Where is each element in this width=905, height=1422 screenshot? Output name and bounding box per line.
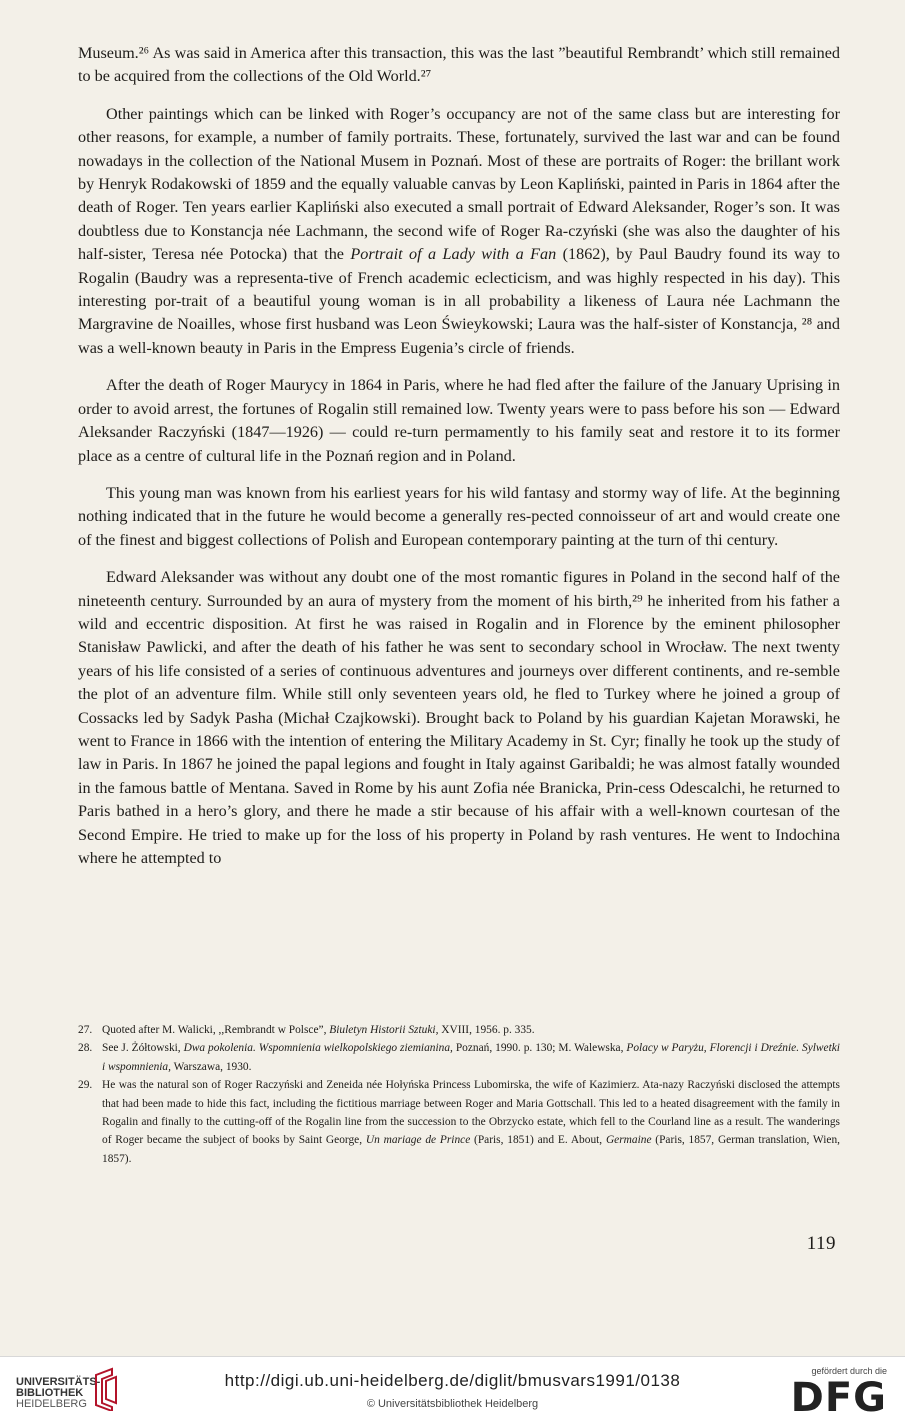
library-name-line-3: HEIDELBERG	[16, 1398, 87, 1410]
footnote-27-a: Quoted after M. Walicki, ,,Rembrandt w Polsce”,	[102, 1024, 330, 1036]
library-name-line-2: BIBLIOTHEK	[16, 1387, 84, 1399]
footnote-28-title-1: Dwa pokolenia. Wspomnienia wielkopolskiego ziemianina,	[183, 1042, 453, 1055]
footnote-29-title-2: Germaine	[605, 1134, 652, 1147]
footnote-29	[78, 1076, 840, 1168]
library-name-line-1: UNIVERSITÄTS-	[16, 1376, 101, 1388]
permalink-url[interactable]: http://digi.ub.uni-heidelberg.de/diglit/bmusvars1991/0138	[224, 1371, 681, 1390]
body-text	[78, 42, 840, 870]
footnote-29-a: He was the natural son of Roger Raczyński and Zeneida née Hołyńska Princess Lubomirska, the wife of Kazimierz. Ata-nazy Raczyński disclosed the attempts that had been made to hide this fact, including the fictitious marriage between Roger and Maria Gottschall. This led to a heated disagreement with the family in Rogalin and finally to the cutting-off of the Rogalin line from the succession to the Obrzycko estate, which fell to the Courland line as a result. The wanderings of Roger became the subject of books by Saint George,	[102, 1079, 840, 1147]
page-number: 119	[806, 1233, 836, 1254]
funding-note: gefördert durch die	[811, 1366, 887, 1376]
footnote-27	[78, 1021, 840, 1039]
footnote-28-a: See J. Żółtowski,	[102, 1042, 184, 1055]
dfg-logo[interactable]: DFG	[790, 1375, 887, 1421]
footnote-text	[102, 1076, 840, 1168]
footnote-29-c: (Paris, 1857, German translation, Wien, 1857).	[102, 1134, 840, 1165]
footnote-28-b: Poznań, 1990. p. 130; M. Walewska,	[452, 1042, 627, 1055]
footnote-text	[102, 1021, 840, 1039]
paragraph-2-end: (1862), by Paul Baudry found its way to Rogalin (Baudry was a representa-tive of French academic eclecticism, and was highly respected in his day). This interesting por-trait of a beautiful young woman is in all probability a likeness of Laura née Lachmann the Margravine de Noailles, whose first husband was Leon Świeykowski; Laura was the half-sister of Konstancja, ²⁸ and was a well-known beauty in Paris in the Empress Eugenia’s circle of friends.	[78, 245, 840, 357]
footnote-28-c: Warszawa, 1930.	[170, 1060, 252, 1073]
footnote-number: 27.	[78, 1024, 93, 1036]
viewer-footer	[0, 1356, 905, 1422]
footnote-text	[102, 1039, 840, 1076]
copyright-notice: © Universitätsbibliothek Heidelberg	[366, 1398, 539, 1410]
footnote-number: 29.	[78, 1079, 93, 1092]
paragraph-4: This young man was known from his earliest years for his wild fantasy and stormy way of life. At the beginning nothing indicated that in the future he would become a generally res-pected connoisseur of art and would create one of the finest and biggest collections of Polish and European contemporary painting at the turn of thi century.	[78, 483, 840, 549]
footnote-28	[78, 1039, 840, 1076]
paragraph-3: After the death of Roger Maurycy in 1864 in Paris, where he had fled after the failure of the January Uprising in order to avoid arrest, the fortunes of Rogalin still remained low. Twenty years were to pass before his son — Edward Aleksander Raczyński (1847—1926) — could re-turn permamently to his family seat and restore it to its former place as a centre of cultural life in the Poznań region and in Poland.	[78, 376, 840, 465]
footnote-27-title: Biuletyn Historii Sztuki,	[329, 1024, 439, 1036]
paragraph-5: Edward Aleksander was without any doubt one of the most romantic figures in Poland in the second half of the nineteenth century. Surrounded by an aura of mystery from the moment of his birth,²⁹ he inherited from his father a wild and eccentric disposition. At first he was raised in Rogalin and in Florence by the eminent philosopher Stanisław Pawlicki, and after the death of his father he was sent to secondary school in Wrocław. The next twenty years of his life consisted of a series of continuous adventures and journeys over different continents, and re-semble the plot of an adventure film. While still only seventeen years old, he fled to Turkey where he joined a group of Cossacks led by Sadyk Pasha (Michał Czajkowski). Brought back to Poland by his guardian Kajetan Morawski, he went to France in 1866 with the intention of entering the Military Academy in St. Cyr; finally he took up the study of law in Paris. In 1867 he joined the papal legions and fought in Italy against Garibaldi; he was almost fatally wounded in the famous battle of Mentana. Saved in Rome by his aunt Zofia née Branicka, Prin-cess Odescalchi, he returned to Paris bathed in a hero’s glory, and there he made a stir because of his affair with a well-known courtesan of the Second Empire. He tried to make up for the loss of his property in Poland by rash ventures. He went to Indochina where he attempted to	[78, 568, 840, 867]
footnote-29-title-1: Un mariage de Prince	[365, 1134, 471, 1147]
footnote-number: 28.	[78, 1042, 93, 1055]
paragraph-1: Museum.²⁶ As was said in America after this transaction, this was the last ”beautiful Rembrandt’ which still remained to be acquired from the collections of the Old World.²⁷	[78, 44, 840, 86]
footnote-28-title-2: Polacy w Paryżu, Florencji i Dreźnie. Sylwetki i wspomnienia,	[102, 1042, 840, 1073]
footnote-27-b: XVIII, 1956. p. 335.	[438, 1024, 535, 1036]
footnote-29-b: (Paris, 1851) and E. About,	[470, 1134, 606, 1147]
footnotes	[78, 1021, 840, 1168]
paragraph-2-start: Other paintings which can be linked with Roger’s occupancy are not of the same class but are interesting for other reasons, for example, a number of family portraits. These, fortunately, survived the last war and can be found nowadays in the collection of the National Musem in Poznań. Most of these are portraits of Roger: the brillant work by Henryk Rodakowski of 1859 and the equally valuable canvas by Leon Kapliński, painted in Paris in 1864 after the death of Roger. Ten years earlier Kapliński also executed a small portrait of Edward Aleksander, Roger’s son. It was doubtless due to Konstancja née Lachmann, the second wife of Roger Ra-czyński (she was also the daughter of his half-sister, Teresa née Potocka) that the	[78, 104, 840, 264]
paragraph-2	[78, 103, 840, 360]
paragraph-2-title: Portrait of a Lady with a Fan	[350, 245, 557, 264]
